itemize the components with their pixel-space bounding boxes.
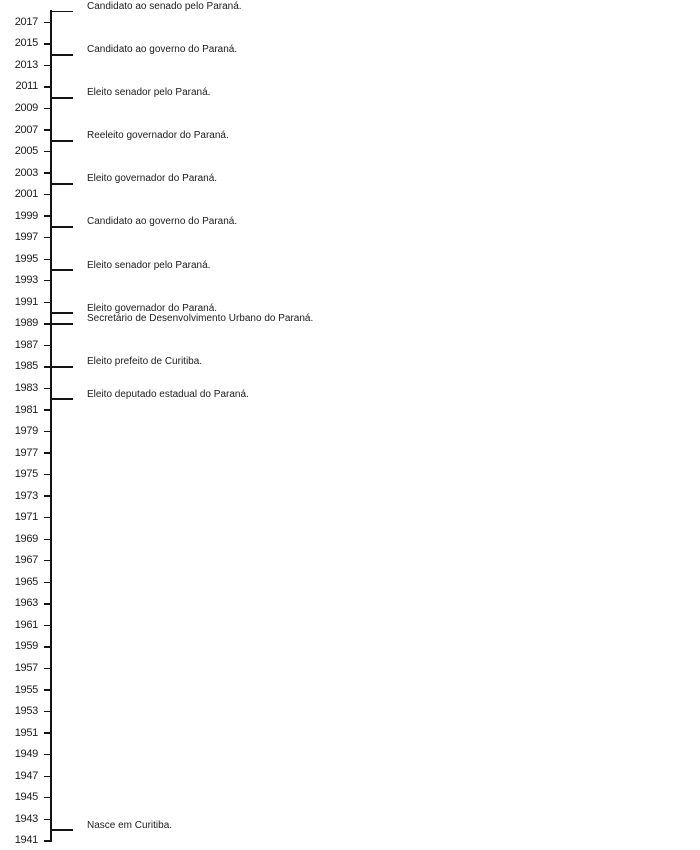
year-tick [44,582,50,583]
year-tick [44,280,50,281]
year-tick [44,452,50,453]
event-label: Eleito governador do Paraná. [87,173,218,185]
year-label: 1949 [14,748,38,761]
year-tick [44,237,50,238]
year-tick [44,776,50,777]
year-tick [44,797,50,798]
year-label: 1985 [14,360,38,373]
year-label: 1943 [14,812,38,825]
year-label: 1989 [14,317,38,330]
year-label: 1993 [14,274,38,287]
year-tick [44,625,50,626]
year-tick [44,302,50,303]
year-label: 1955 [14,683,38,696]
year-tick [44,65,50,66]
year-label: 1973 [14,489,38,502]
year-tick [44,43,50,44]
year-tick [44,539,50,540]
event-marker-line [50,269,73,271]
year-label: 1987 [14,338,38,351]
year-label: 1995 [14,252,38,265]
event-label: Eleito senador pelo Paraná. [87,259,211,271]
event-marker-line [50,398,73,400]
year-tick [44,840,50,841]
year-tick [44,754,50,755]
year-tick [44,22,50,23]
year-label: 1965 [14,575,38,588]
year-label: 2001 [14,188,38,201]
year-label: 2017 [14,15,38,28]
event-marker-line [50,183,73,185]
year-label: 2005 [14,145,38,158]
event-label: Candidato ao governo do Paraná. [87,44,238,56]
year-label: 1999 [14,209,38,222]
event-label: Eleito prefeito de Curitiba. [87,356,203,368]
event-marker-line [50,97,73,99]
year-tick [44,259,50,260]
event-label: Eleito senador pelo Paraná. [87,87,211,99]
year-label: 1967 [14,554,38,567]
year-tick [44,151,50,152]
year-tick [44,711,50,712]
year-label: 1951 [14,726,38,739]
year-label: 1957 [14,662,38,674]
year-label: 1977 [14,446,38,459]
event-label: Reeleito governador do Paraná. [87,130,229,142]
year-tick [44,409,50,410]
event-marker-line [50,54,73,56]
year-label: 2011 [15,80,38,93]
year-label: 1981 [14,403,38,416]
year-label: 1959 [14,640,38,653]
year-tick [44,194,50,195]
event-label: Eleito deputado estadual do Paraná. [87,388,249,400]
event-marker-line [50,829,73,831]
year-label: 1983 [14,381,38,394]
year-label: 1979 [14,425,38,438]
year-tick [44,108,50,109]
event-marker-line [50,11,73,13]
event-label: Eleito governador do Paraná. [87,302,218,314]
year-label: 2013 [14,58,38,71]
year-tick [44,215,50,216]
year-tick [44,819,50,820]
year-label: 2009 [14,101,38,114]
year-label: 1991 [14,295,38,308]
year-label: 1953 [14,705,38,718]
year-tick [44,560,50,561]
event-label: Candidato ao senado pelo Paraná. [87,1,242,13]
year-label: 1941 [14,834,38,847]
year-tick [44,732,50,733]
year-tick [44,517,50,518]
event-marker-line [50,323,73,325]
year-label: 2003 [14,166,38,179]
year-label: 2015 [14,37,38,50]
year-label: 1963 [14,597,38,610]
year-label: 1945 [14,791,38,804]
year-label: 1975 [14,468,38,481]
year-tick [44,172,50,173]
event-label: Candidato ao governo do Paraná. [87,216,238,228]
year-label: 1947 [14,769,38,782]
event-label: Nasce em Curitiba. [87,819,173,831]
year-tick [44,603,50,604]
year-label: 1971 [14,511,38,524]
year-label: 1997 [14,231,38,244]
event-marker-line [50,226,73,228]
timeline-axis [50,10,52,842]
year-tick [44,86,50,87]
year-label: 1969 [14,532,38,545]
year-tick [44,431,50,432]
year-tick [44,388,50,389]
event-marker-line [50,140,73,142]
year-tick [44,689,50,690]
year-label: 1961 [14,618,38,631]
year-tick [44,129,50,130]
year-label: 2007 [14,123,38,136]
year-tick [44,646,50,647]
year-tick [44,495,50,496]
year-tick [44,474,50,475]
event-marker-line [50,312,73,314]
event-marker-line [50,366,73,368]
year-tick [44,345,50,346]
event-label: Secretário de Desenvolvimento Urbano do Paraná. [87,313,314,325]
year-tick [44,668,50,669]
